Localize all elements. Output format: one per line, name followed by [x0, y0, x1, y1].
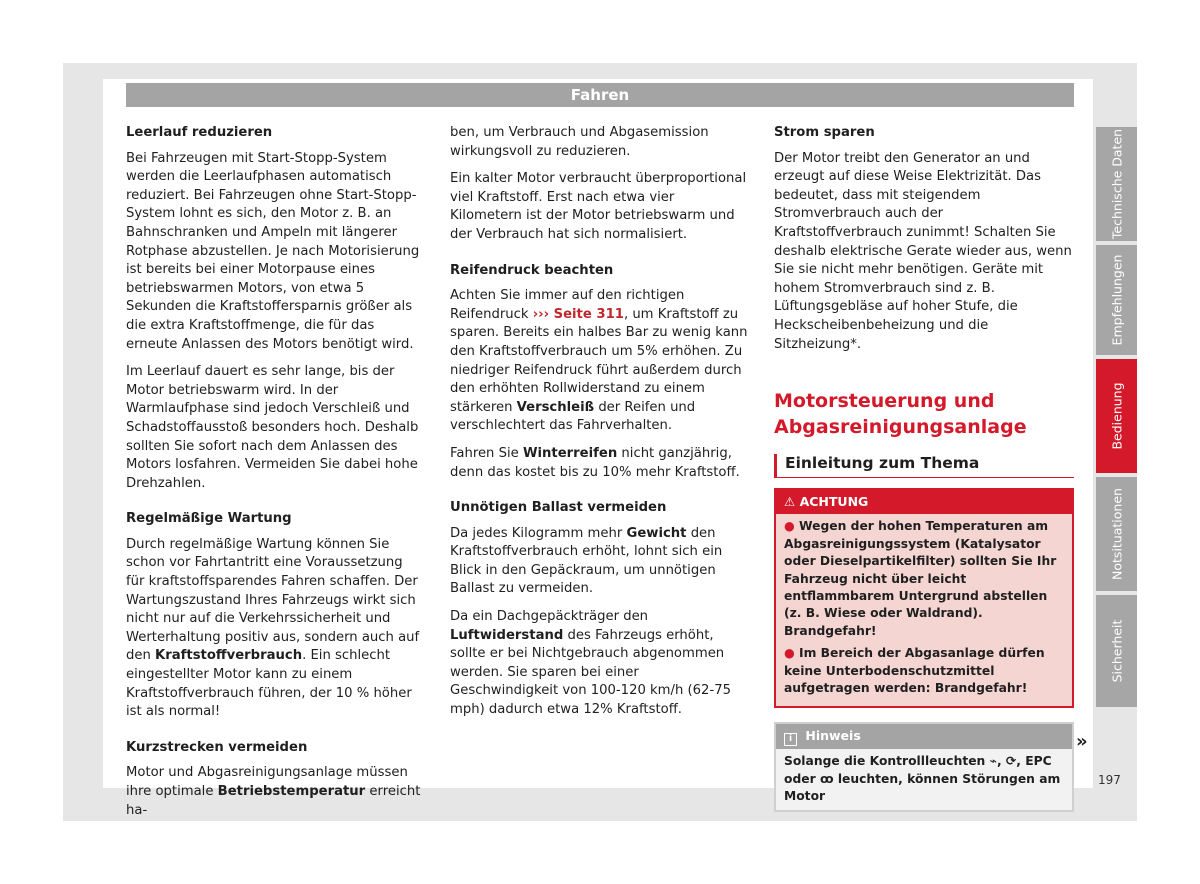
- warning-body: [776, 514, 1072, 706]
- side-tab-nav: [1096, 127, 1137, 711]
- section-title: Motorsteuerung und Abgasreinigungsanlage: [774, 390, 1027, 439]
- info-icon: i: [784, 733, 797, 746]
- warning-item: ● Wegen der hohen Temperaturen am Abgasreinigungssystem (Katalysator oder Dieselpartikelfilter) sollten Sie Ihr Fahrzeug nicht über leicht entflammbarem Untergrund abstellen (z. B. Wiese oder Waldrand). Brandgefahr!: [784, 519, 1057, 638]
- continue-arrow-icon: »: [1076, 731, 1088, 752]
- page-number: 197: [1098, 773, 1121, 787]
- paragraph: Ein kalter Motor verbraucht überproportional viel Kraftstoff. Erst nach etwa vier Kilometern ist der Motor betriebswarm und der Verbrauch hat sich normalisiert.: [450, 171, 747, 242]
- paragraph: Der Motor treibt den Generator an und erzeugt auf diese Weise Elektrizität. Das bedeutet, dass mit steigendem Stromverbrauch auch der Kraftstoffverbrauch zunimmt! Schalten Sie deshalb elektrische Gerate wieder aus, wenn Sie sie nicht mehr benötigen. Geräte mit hohem Stromverbrauch sind z. B. Lüftungsgebläse auf hoher Stufe, die Heckscheibenbeheizung und die Sitzheizung*.: [774, 150, 1072, 352]
- paragraph: Da ein Dachgepäckträger den Luftwiderstand des Fahrzeugs erhöht, sollte er bei Nichtgebrauch abgenommen werden. Sie sparen bei einer Geschwindigkeit von 100-120 km/h (62-75 mph) dadurch etwa 12% Kraftstoff.: [450, 609, 731, 718]
- column-right: [774, 124, 1074, 812]
- heading-wartung: Regelmäßige Wartung: [126, 511, 292, 527]
- heading-ballast: Unnötigen Ballast vermeiden: [450, 500, 667, 516]
- chapter-header: Fahren: [126, 83, 1074, 107]
- engine-icon: ⟳: [1005, 754, 1017, 769]
- preheat-icon: ꝏ: [819, 771, 834, 786]
- heading-kurzstrecken: Kurzstrecken vermeiden: [126, 739, 308, 755]
- note-header: i Hinweis: [776, 724, 1072, 749]
- page-reference-link[interactable]: ››› Seite 311: [532, 306, 624, 322]
- tab-empfehlungen[interactable]: Empfehlungen: [1096, 245, 1137, 355]
- warning-triangle-icon: ⚠: [784, 493, 796, 509]
- tab-technische-daten[interactable]: Technische Daten: [1096, 127, 1137, 241]
- bullet-icon: ●: [784, 519, 795, 534]
- bullet-icon: ●: [784, 646, 795, 661]
- tab-notsituationen[interactable]: Notsituationen: [1096, 477, 1137, 591]
- heading-leerlauf: Leerlauf reduzieren: [126, 125, 273, 140]
- heading-strom: Strom sparen: [774, 125, 875, 140]
- heading-reifendruck: Reifendruck beachten: [450, 262, 614, 278]
- warning-box: [774, 488, 1074, 709]
- paragraph: Da jedes Kilogramm mehr Gewicht den Kraftstoffverbrauch erhöht, lohnt sich ein Blick in den Gepäckraum, um unnötigen Ballast zu vermeiden.: [450, 525, 723, 597]
- warning-header: ⚠ ACHTUNG: [776, 490, 1072, 515]
- paragraph: Durch regelmäßige Wartung können Sie schon vor Fahrtantritt eine Voraussetzung für kraftstoffsparendes Fahren schaffen. Der Wartungszustand Ihres Fahrzeugs wirkt sich nicht nur auf die Verkehrssicherheit und Werterhaltung positiv aus, sondern auch auf den Kraftstoffverbrauch. Ein schlecht eingestellter Motor kann zu einem Kraftstoffverbrauch führen, der 10 % höher ist als normal!: [126, 536, 420, 720]
- paragraph: Fahren Sie Winterreifen nicht ganzjährig, denn das kostet bis zu 10% mehr Kraftstoff.: [450, 445, 740, 480]
- tab-sicherheit[interactable]: Sicherheit: [1096, 595, 1137, 707]
- tab-bedienung[interactable]: Bedienung: [1096, 359, 1137, 473]
- note-body: Solange die Kontrollleuchten ⌁, ⟳, EPC oder ꝏ leuchten, können Störungen am Motor: [784, 754, 1061, 804]
- column-left: [126, 124, 422, 829]
- paragraph: ben, um Verbrauch und Abgasemission wirkungsvoll zu reduzieren.: [450, 125, 709, 159]
- subsection-title: Einleitung zum Thema: [774, 454, 1074, 478]
- paragraph: Im Leerlauf dauert es sehr lange, bis der Motor betriebswarm wird. In der Warmlaufphase sind jedoch Verschleiß und Schadstoffausstoß besonders hoch. Deshalb sollten Sie sofort nach dem Anlassen des Motors losfahren. Vermeiden Sie dabei hohe Drehzahlen.: [126, 364, 419, 491]
- paragraph: Achten Sie immer auf den richtigen Reifendruck ››› Seite 311, um Kraftstoff zu sparen. Bereits ein halbes Bar zu wenig kann den Kraftstoffverbrauch um 5% erhöhen. Zu niedriger Reifendruck führt außerdem durch den erhöhten Rollwiderstand zu einem stärkeren Verschleiß der Reifen und verschlechtert das Fahrverhalten.: [450, 288, 748, 434]
- epc-icon: EPC: [1025, 754, 1052, 769]
- warning-item: ● Im Bereich der Abgasanlage dürfen keine Unterbodenschutzmittel aufgetragen werden: Brandgefahr!: [784, 646, 1045, 695]
- paragraph: Bei Fahrzeugen mit Start-Stopp-System werden die Leerlaufphasen automatisch reduziert. Bei Fahrzeugen ohne Start-Stopp-System lohnt es sich, den Motor z. B. an Bahnschranken und Ampeln mit längerer Rotphase abzustellen. Je nach Motorisierung ist bereits bei einer Motorpause eines betriebswarmen Motors, von etwa 5 Sekunden die Kraftstoffersparnis größer als die extra Kraftstoffmenge, die für das erneute Anlassen des Motors benötigt wird.: [126, 150, 420, 352]
- note-box: [774, 722, 1074, 811]
- glow-plug-icon: ⌁: [989, 754, 997, 769]
- paragraph: Motor und Abgasreinigungsanlage müssen ihre optimale Betriebstemperatur erreicht ha-: [126, 765, 421, 818]
- column-middle: [450, 124, 750, 729]
